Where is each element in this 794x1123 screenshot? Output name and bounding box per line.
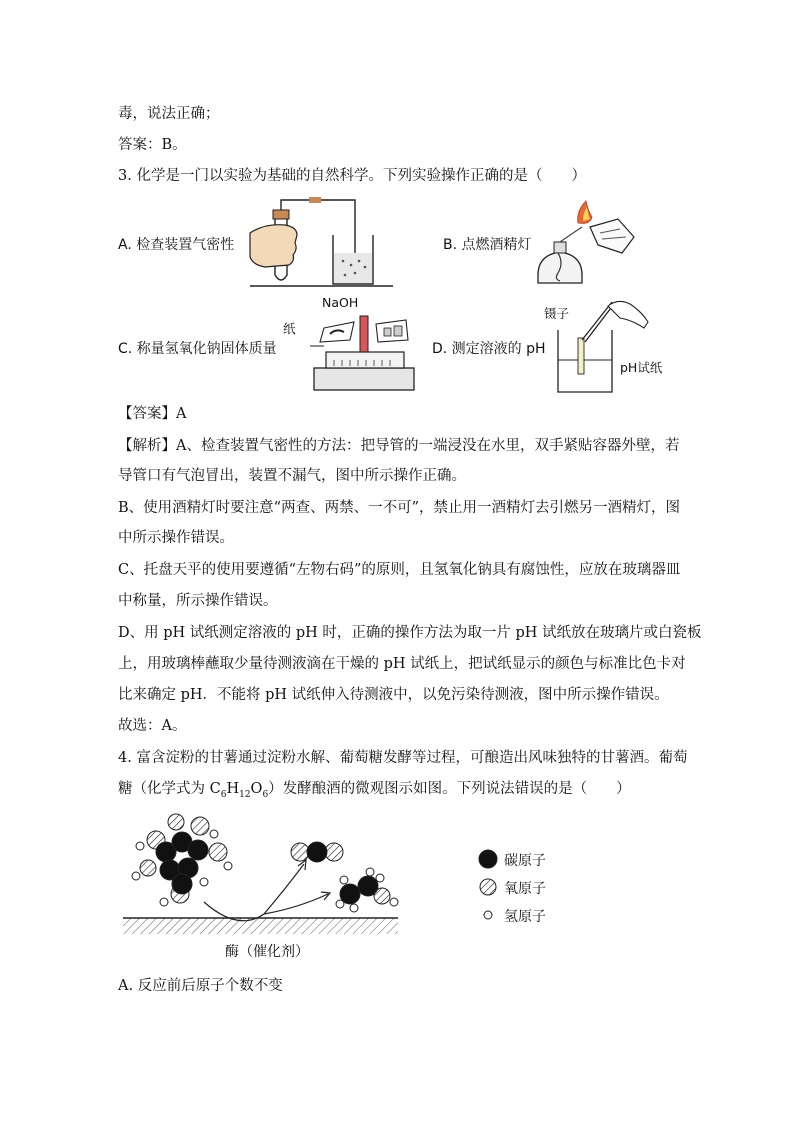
fermentation-figure <box>118 812 418 942</box>
analysis-line: 故选：A。 <box>118 718 187 734</box>
analysis-line: 中称量，所示操作错误。 <box>118 593 278 609</box>
analysis-line: B、使用酒精灯时要注意“两查、两禁、一不可”，禁止用一酒精灯去引燃另一酒精灯，图 <box>118 500 680 516</box>
question-3: 3. 化学是一门以实验为基础的自然科学。下列实验操作正确的是（ ） <box>118 168 586 184</box>
naoh-label: NaOH <box>322 295 359 310</box>
legend-icons <box>474 846 504 926</box>
analysis-line: D、用 pH 试纸测定溶液的 pH 时，正确的操作方法为取一片 pH 试纸放在玻璃片或白瓷板 <box>118 625 702 641</box>
analysis-line: 导管口有气泡冒出，装置不漏气，图中所示操作正确。 <box>118 468 466 484</box>
option-c-label: C. 称量氢氧化钠固体质量 <box>118 341 277 357</box>
analysis-line: 【解析】A、检查装置气密性的方法：把导管的一端浸没在水里，双手紧贴容器外壁，若 <box>118 438 680 454</box>
legend-hydrogen: 氢原子 <box>504 909 546 925</box>
analysis-line: 比来确定 pH．不能将 pH 试纸伸入待测液中，以免污染待测液，图中所示操作错误。 <box>118 687 669 703</box>
alcohol-lamp-figure <box>530 197 640 292</box>
airtightness-check-figure <box>245 195 395 291</box>
paper-label: 纸 <box>283 321 296 336</box>
analysis-line: C、托盘天平的使用要遵循“左物右码”的原则，且氢氧化钠具有腐蚀性，应放在玻璃器皿 <box>118 562 681 578</box>
analysis-line: 中所示操作错误。 <box>118 530 234 546</box>
question-4: 4. 富含淀粉的甘薯通过淀粉水解、葡萄糖发酵等过程，可酿造出风味独特的甘薯酒。葡萄 <box>118 750 688 766</box>
option-a-q4: A. 反应前后原子个数不变 <box>118 978 283 994</box>
text-line: 毒，说法正确； <box>118 106 220 122</box>
option-a-label: A. 检查装置气密性 <box>118 237 235 253</box>
enzyme-label: 酶（催化剂） <box>225 944 309 960</box>
legend-oxygen: 氧原子 <box>504 881 546 897</box>
ph-paper-label: pH试纸 <box>620 360 663 375</box>
legend-carbon: 碳原子 <box>504 853 546 869</box>
tweezers-label: 镊子 <box>544 306 570 321</box>
option-b-label: B. 点燃酒精灯 <box>443 237 532 253</box>
balance-figure <box>296 310 426 394</box>
analysis-line: 上，用玻璃棒蘸取少量待测液滴在干燥的 pH 试纸上，把试纸显示的颜色与标准比色卡对 <box>118 656 686 672</box>
text-line: 答案：B。 <box>118 137 187 153</box>
option-d-label: D. 测定溶液的 pH <box>432 341 546 357</box>
question-4-formula: 糖（化学式为 $C_6H_{12}O_6$）发酵酿酒的微观图示如图。下列说法错误的是（ ） <box>118 781 631 800</box>
answer-line: 【答案】A <box>118 406 187 422</box>
